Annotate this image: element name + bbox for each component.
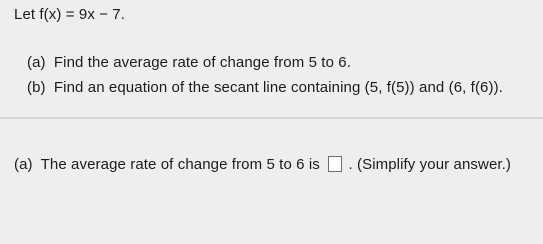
answer-a-prompt: The average rate of change from 5 to 6 is	[40, 156, 320, 173]
part-b-text: Find an equation of the secant line containing (5, f(5)) and (6, f(6)).	[53, 79, 503, 96]
answer-a-suffix: . (Simplify your answer.)	[348, 156, 512, 173]
part-b-tag: (b)	[27, 79, 46, 96]
question-part-b	[27, 79, 503, 96]
part-a-tag: (a)	[27, 54, 46, 71]
question-part-a	[27, 54, 351, 71]
answer-input-box[interactable]	[328, 156, 342, 172]
part-a-text: Find the average rate of change from 5 to 6.	[53, 54, 351, 71]
answer-row-a	[14, 156, 511, 173]
section-divider	[0, 117, 543, 119]
problem-statement: Let f(x) = 9x − 7.	[14, 6, 126, 23]
answer-a-tag: (a)	[14, 156, 33, 173]
